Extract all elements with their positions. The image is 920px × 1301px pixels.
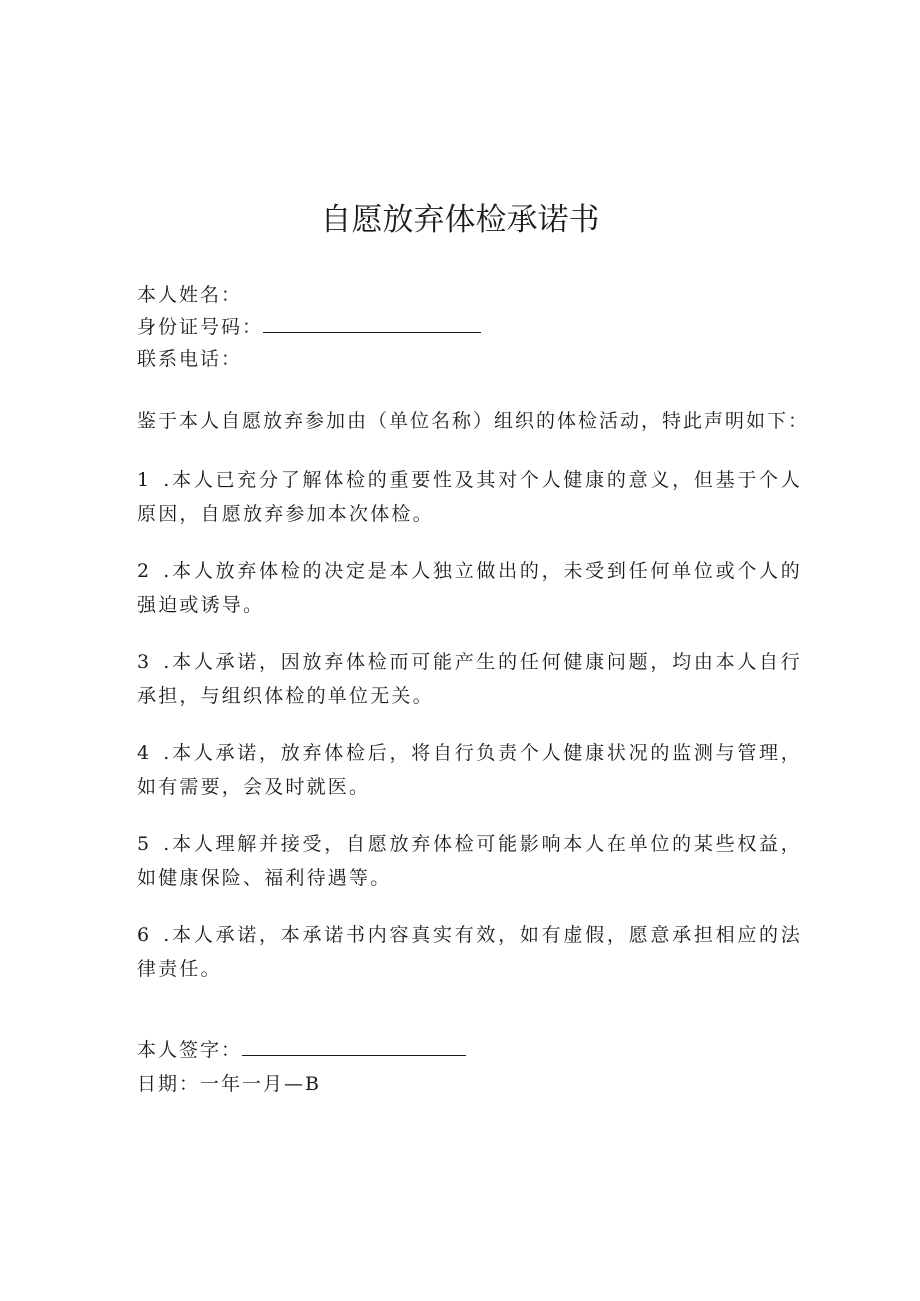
name-label: 本人姓名： [137, 284, 243, 306]
clause-list [137, 463, 802, 1009]
id-line [137, 311, 481, 343]
clause-number: 4 [137, 742, 152, 764]
intro-statement: 鉴于本人自愿放弃参加由（单位名称）组织的体检活动，特此声明如下： [137, 410, 810, 432]
clause-number: 2 [137, 560, 152, 582]
clause-text: .本人承诺，放弃体检后，将自行负责个人健康状况的监测与管理，如有需要，会及时就医。 [137, 742, 802, 798]
clause-item [137, 736, 802, 804]
signature-label: 本人签字： [137, 1039, 243, 1061]
clause-number: 1 [137, 469, 152, 491]
clause-number: 6 [137, 924, 152, 946]
clause-item [137, 918, 802, 986]
clause-text: .本人承诺，因放弃体检而可能产生的任何健康问题，均由本人自行承担，与组织体检的单位无关。 [137, 651, 802, 707]
phone-line [137, 343, 481, 375]
phone-label: 联系电话： [137, 348, 243, 370]
id-label: 身份证号码： [137, 316, 264, 338]
personal-info-block [137, 279, 481, 375]
clause-item [137, 554, 802, 622]
signature-block [137, 1033, 466, 1101]
clause-item [137, 463, 802, 531]
clause-number: 3 [137, 651, 152, 673]
clause-text: .本人承诺，本承诺书内容真实有效，如有虚假，愿意承担相应的法律责任。 [137, 924, 802, 980]
clause-item [137, 645, 802, 713]
name-line [137, 279, 481, 311]
date-line: 日期：一年一月—B [137, 1073, 321, 1095]
signature-blank-line [242, 1039, 466, 1056]
clause-text: .本人已充分了解体检的重要性及其对个人健康的意义，但基于个人原因，自愿放弃参加本次体检。 [137, 469, 802, 525]
id-blank-line [263, 316, 481, 333]
document-title: 自愿放弃体检承诺书 [320, 202, 600, 238]
clause-item [137, 827, 802, 895]
clause-text: .本人理解并接受，自愿放弃体检可能影响本人在单位的某些权益，如健康保险、福利待遇等。 [137, 833, 802, 889]
clause-text: .本人放弃体检的决定是本人独立做出的，未受到任何单位或个人的强迫或诱导。 [137, 560, 802, 616]
signature-line [137, 1033, 466, 1067]
clause-number: 5 [137, 833, 152, 855]
